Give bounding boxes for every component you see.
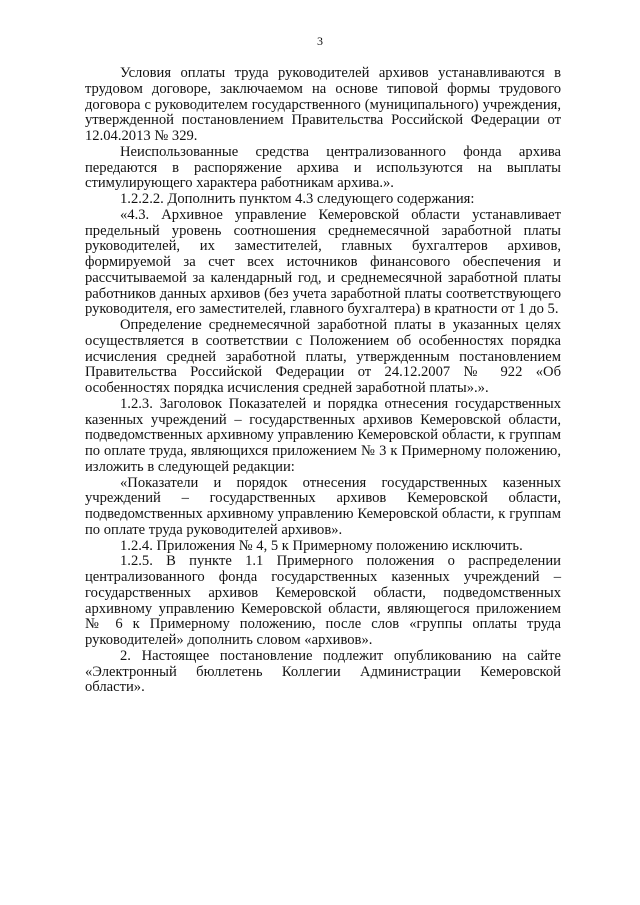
paragraph-1-2-2-2: 1.2.2.2. Дополнить пунктом 4.3 следующего содержания:: [120, 191, 475, 207]
paragraph-1-2-4: 1.2.4. Приложения № 4, 5 к Примерному положению исключить.: [120, 537, 523, 554]
paragraph-salary-definition: Определение среднемесячной заработной платы в указанных целях осуществляется в соответствии с Положением об особенностях порядка исчисления средней заработной платы, утвержденным постановлением Правительства Российской Федерации от 24.12.2007 № 922 «Об особенностях порядка исчисления средней заработной платы».».: [85, 317, 561, 396]
paragraph-2-publication: 2. Настоящее постановление подлежит опубликованию на сайте «Электронный бюллетень Коллегии Администрации Кемеровской области».: [85, 647, 561, 696]
paragraph-pay-conditions: Условия оплаты труда руководителей архивов устанавливаются в трудовом договоре, заключаемом на основе типовой формы трудового договора с руководителем государственного (муниципального) учреждения, утвержденной постановлением Правительства Российской Федерации от 12.04.2013 № 329.: [85, 65, 561, 144]
paragraph-unused-funds: Неиспользованные средства централизованного фонда архива передаются в распоряжение архива и используются на выплаты стимулирующего характера работникам архива.».: [85, 143, 561, 192]
document-body: [85, 66, 561, 696]
paragraph-1-2-5: 1.2.5. В пункте 1.1 Примерного положения о распределении централизованного фонда государственных казенных учреждений – государственных архивов Кемеровской области, подведомственных архивному управлению Кемеровской области, являющегося приложением № 6 к Примерному положению, после слов «группы оплаты труда руководителей» дополнить словом «архивов».: [85, 553, 561, 648]
paragraph-1-2-3: 1.2.3. Заголовок Показателей и порядка отнесения государственных казенных учреждений – государственных архивов Кемеровской области, подведомственных архивному управлению Кемеровской области, к группам по оплате труда, являющихся приложением № 3 к Примерному положению, изложить в следующей редакции:: [85, 395, 561, 475]
paragraph-4-3: «4.3. Архивное управление Кемеровской области устанавливает предельный уровень соотношения среднемесячной заработной платы руководителей, их заместителей, главных бухгалтеров архивов, формируемой за счет всех источников финансового обеспечения и рассчитываемой за календарный год, и среднемесячной заработной платы работников данных архивов (без учета заработной платы соответствующего руководителя, его заместителей, главного бухгалтера) в кратности от 1 до 5.: [85, 206, 561, 318]
paragraph-new-title: «Показатели и порядок отнесения государственных казенных учреждений – государственных архивов Кемеровской области, подведомственных архивному управлению Кемеровской области, к группам по оплате труда руководителей архивов».: [85, 474, 561, 538]
page-number: 3: [317, 34, 323, 48]
